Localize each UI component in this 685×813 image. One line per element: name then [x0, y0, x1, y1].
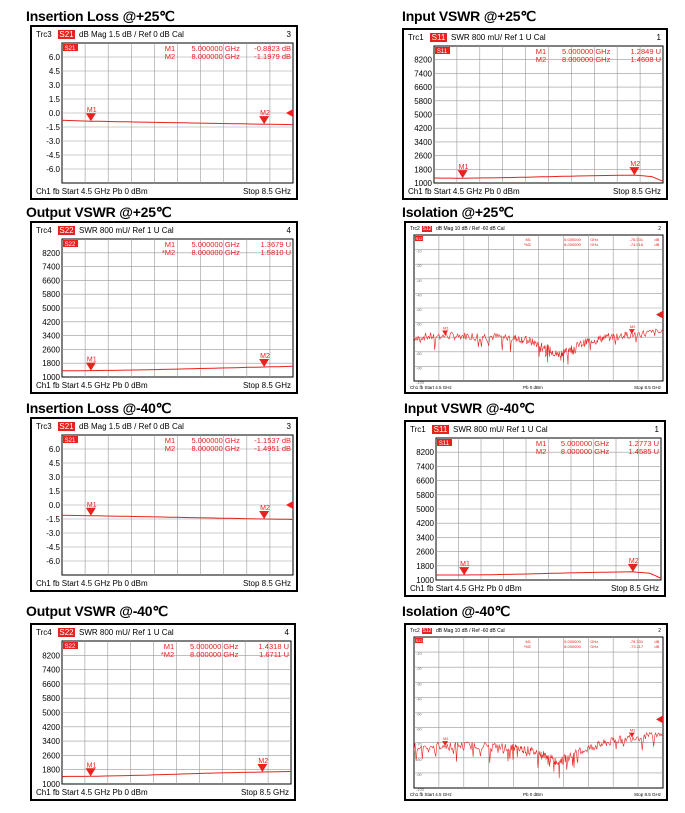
panel-output-vswr-40 [26, 603, 296, 801]
readout-freq: 5.000000 GHz [189, 642, 239, 651]
chart-svg [32, 625, 294, 799]
marker-label: M2 [260, 504, 270, 512]
footer-start: Ch1 fb Start 4.5 GHz Pb 0 dBm [408, 187, 520, 196]
readout-freq: 8.000000 GHz [561, 55, 611, 64]
readout-value: -73.117 [629, 644, 644, 649]
y-tick-label: 7400 [42, 665, 60, 675]
y-tick-label: 3.0 [48, 473, 60, 482]
readout-name: *M2 [161, 248, 176, 257]
readout-name: *M2 [523, 242, 532, 247]
y-tick-label: 1.5 [48, 487, 60, 496]
channel-number: 3 [286, 30, 291, 39]
y-tick-label: -6.0 [46, 165, 60, 174]
y-tick-label: -80 [416, 350, 422, 356]
readout-name: M1 [164, 240, 176, 249]
readout-value: 1.4585 U [628, 447, 659, 456]
readout-name: M1 [525, 639, 532, 644]
readout-value: -79.331 [629, 639, 644, 644]
y-tick-label: 6600 [414, 83, 432, 93]
y-tick-label: 2600 [42, 751, 60, 761]
panel-title: Input VSWR @-40℃ [404, 400, 535, 416]
y-tick-label: 8200 [414, 55, 432, 65]
analyzer-screen [404, 623, 668, 801]
y-tick-label: -10 [416, 248, 422, 254]
footer-power: Pb 0 dBm [523, 385, 543, 390]
y-tick-label: 5000 [416, 505, 434, 514]
marker-label: M1 [86, 356, 97, 364]
y-tick-label: 0.0 [48, 501, 60, 510]
readout-name: *M2 [523, 644, 532, 649]
channel-number: 2 [658, 226, 661, 232]
param-label-plot: S11 [438, 441, 450, 447]
readout-freq: 5.000000 GHz [191, 240, 240, 249]
channel-number: 1 [654, 425, 659, 434]
scale-label: dB Mag 10 dB / Ref -60 dB Cal [436, 628, 505, 634]
panel-insertion-loss-25 [26, 8, 296, 200]
y-tick-label: -3.0 [46, 137, 60, 146]
readout-freq: 5.000000 GHz [561, 47, 611, 56]
y-tick-label: 1000 [42, 780, 60, 789]
y-tick-label: 5800 [42, 290, 60, 300]
readout-name: M2 [164, 444, 176, 453]
footer-stop: Stop 8.5 GHz [610, 584, 659, 593]
y-tick-label: 7400 [42, 262, 60, 272]
readout-name: M1 [535, 47, 547, 56]
y-tick-label: -70 [416, 336, 422, 342]
y-tick-label: -6.0 [46, 557, 60, 566]
panel-title: Isolation @-40℃ [402, 603, 511, 619]
footer-start: Ch1 fb Start 4.5 GHz Pb 0 dBm [36, 381, 148, 390]
analyzer-screen [30, 221, 298, 394]
panel-insertion-loss-40 [26, 400, 296, 592]
channel-number: 3 [286, 422, 291, 431]
readout-vunit: dB [654, 237, 660, 242]
footer-start: Ch1 fb Start 4.5 GHz Pb 0 dBm [36, 788, 148, 797]
marker-label: M2 [629, 727, 636, 733]
marker-label: M2 [260, 352, 270, 360]
analyzer-screen [30, 25, 298, 200]
footer-stop: Stop 8.5 GHz [242, 579, 291, 588]
footer-stop: Stop 8.5 GHz [242, 187, 291, 196]
y-tick-label: 6.0 [48, 53, 60, 62]
readout-freq: 8.000000 GHz [191, 52, 240, 61]
y-tick-label: -60 [416, 321, 422, 327]
param-label-plot: S11 [436, 49, 448, 55]
y-tick-label: 8200 [416, 448, 434, 458]
scale-label: dB Mag 1.5 dB / Ref 0 dB Cal [79, 30, 184, 39]
y-tick-label: 8200 [42, 248, 60, 258]
chart-svg [406, 223, 666, 392]
readout-value: -1.1979 dB [254, 52, 291, 61]
readout-name: M1 [164, 436, 176, 445]
readout-value: 1.3679 U [260, 240, 291, 249]
y-tick-label: 2600 [416, 547, 434, 557]
trace-label: Trc2 [410, 226, 420, 232]
trace-label: Trc3 [36, 422, 52, 431]
marker-label: M1 [86, 501, 97, 509]
y-tick-label: 3.0 [48, 81, 60, 90]
chart-svg [32, 27, 296, 198]
param-label: S22 [59, 226, 74, 235]
y-tick-label: 1800 [416, 561, 434, 571]
param-label-plot: S21 [64, 46, 76, 52]
param-label-plot: S22 [64, 644, 76, 650]
footer-power: Pb 0 dBm [523, 792, 543, 797]
readout-freq: 5.000000 [564, 639, 581, 644]
readout-name: M2 [535, 447, 547, 456]
panel-title: Insertion Loss @-40℃ [26, 400, 172, 416]
readout-name: M2 [535, 55, 547, 64]
footer-start: Ch1 fb Start 4.5 GHz [410, 385, 452, 390]
readout-name: M1 [164, 44, 176, 53]
scale-label: dB Mag 1.5 dB / Ref 0 dB Cal [79, 422, 184, 431]
footer-start: Ch1 fb Start 4.5 GHz Pb 0 dBm [410, 584, 522, 593]
panel-isolation-40 [402, 603, 668, 801]
param-label: S22 [59, 628, 74, 637]
panel-output-vswr-25 [26, 204, 296, 394]
readout-value: -1.1537 dB [254, 436, 291, 445]
footer-stop: Stop 8.5 GHz [240, 788, 289, 797]
scale-label: dB Mag 10 dB / Ref -60 dB Cal [436, 226, 505, 232]
param-label: S12 [422, 226, 432, 232]
marker-label: M2 [629, 324, 636, 330]
y-tick-label: 4200 [414, 124, 432, 134]
y-tick-label: 1000 [42, 373, 60, 382]
y-tick-label: 6.0 [48, 445, 60, 454]
readout-value: -74.516 [629, 242, 644, 247]
readout-name: M1 [535, 439, 547, 448]
y-tick-label: 1800 [42, 359, 60, 369]
readout-freq: 5.000000 GHz [560, 439, 610, 448]
analyzer-screen [30, 417, 298, 592]
marker-label: M1 [86, 762, 97, 770]
y-tick-label: -1.5 [46, 515, 60, 524]
y-tick-label: -40 [416, 292, 422, 298]
y-tick-label: 0.0 [48, 109, 60, 118]
trace-label: Trc1 [408, 33, 424, 42]
scale-label: SWR 800 mU/ Ref 1 U Cal [79, 628, 174, 637]
y-tick-label: -90 [416, 771, 422, 777]
y-tick-label: 5000 [414, 110, 432, 120]
channel-number: 4 [284, 628, 289, 637]
readout-freq: 8.000000 GHz [191, 444, 240, 453]
y-tick-label: 3400 [414, 137, 432, 147]
y-tick-label: -50 [416, 307, 422, 312]
readout-unit: GHz [590, 242, 599, 247]
chart-svg [406, 625, 666, 799]
param-label-plot: S21 [64, 438, 76, 444]
readout-freq: 5.000000 GHz [191, 44, 240, 53]
y-tick-label: -4.5 [46, 151, 60, 160]
param-label-plot: S22 [64, 242, 76, 248]
readout-value: 1.4608 U [630, 55, 661, 64]
param-label: S11 [431, 33, 446, 42]
y-tick-label: 4200 [42, 317, 60, 327]
panel-isolation-25 [402, 204, 668, 394]
trace-label: Trc4 [36, 628, 52, 637]
readout-freq: 8.000000 [564, 644, 581, 649]
y-tick-label: 1.5 [48, 95, 60, 104]
readout-value: 1.5810 U [260, 248, 291, 257]
footer-stop: Stop 8.5 GHz [242, 381, 291, 390]
y-tick-label: 6600 [42, 679, 60, 689]
scale-label: SWR 800 mU/ Ref 1 U Cal [453, 425, 548, 434]
y-tick-label: -20 [416, 263, 422, 269]
chart-svg [404, 30, 666, 198]
readout-freq: 8.000000 GHz [560, 447, 610, 456]
y-tick-label: 3400 [416, 533, 434, 543]
scale-label: SWR 800 mU/ Ref 1 U Cal [451, 33, 546, 42]
panel-title: Insertion Loss @+25℃ [26, 8, 175, 24]
analyzer-screen [404, 420, 666, 597]
y-tick-label: 2600 [42, 345, 60, 355]
y-tick-label: 6600 [42, 276, 60, 286]
y-tick-label: -10 [416, 651, 422, 657]
footer-stop: Stop 8.5 GHz [633, 792, 661, 797]
marker-label: M2 [628, 557, 639, 565]
y-tick-label: 4200 [416, 519, 434, 529]
y-tick-label: -1.5 [46, 123, 60, 132]
readout-value: -1.4951 dB [254, 444, 291, 453]
readout-name: M2 [164, 52, 176, 61]
readout-name: M1 [525, 237, 532, 242]
y-tick-label: -60 [416, 726, 422, 732]
y-tick-label: -30 [416, 277, 422, 283]
param-label-plot: S12 [415, 638, 423, 643]
readout-unit: GHz [590, 639, 599, 644]
param-label-plot: S12 [415, 236, 423, 241]
readout-value: -0.8823 dB [254, 44, 291, 53]
y-tick-label: 4.5 [48, 459, 60, 468]
chart-svg [406, 422, 664, 595]
y-tick-label: -90 [416, 365, 422, 371]
readout-value: -75.531 [629, 237, 644, 242]
readout-name: M1 [163, 642, 175, 651]
y-tick-label: 5800 [414, 96, 432, 106]
analyzer-screen [404, 221, 668, 394]
marker-label: M1 [460, 561, 470, 569]
readout-unit: GHz [590, 237, 599, 242]
readout-freq: 8.000000 [564, 242, 581, 247]
param-label: S12 [422, 628, 432, 634]
y-tick-label: 4200 [42, 722, 60, 732]
y-tick-label: 3400 [42, 737, 60, 747]
marker-label: M1 [443, 736, 449, 742]
y-tick-label: 1000 [416, 576, 434, 585]
trace-label: Trc3 [36, 30, 52, 39]
y-tick-label: -70 [416, 741, 422, 747]
y-tick-label: 4.5 [48, 67, 60, 76]
scale-label: SWR 800 mU/ Ref 1 U Cal [79, 226, 174, 235]
readout-freq: 5.000000 GHz [191, 436, 240, 445]
y-tick-label: 5800 [416, 490, 434, 500]
param-label: S21 [59, 422, 74, 431]
y-tick-label: -20 [416, 666, 422, 672]
readout-value: 1.2773 U [628, 439, 659, 448]
readout-unit: GHz [590, 644, 599, 649]
channel-number: 4 [286, 226, 291, 235]
trace-label: Trc2 [410, 628, 420, 634]
y-tick-label: 2600 [414, 151, 432, 161]
readout-vunit: dB [654, 644, 660, 649]
marker-label: M2 [630, 161, 641, 169]
readout-freq: 8.000000 GHz [191, 248, 240, 257]
channel-number: 2 [658, 628, 661, 634]
y-tick-label: -100 [416, 380, 425, 385]
footer-start: Ch1 fb Start 4.5 GHz Pb 0 dBm [36, 187, 148, 196]
param-label: S11 [433, 425, 448, 434]
panel-title: Output VSWR @+25℃ [26, 204, 172, 220]
y-tick-label: 1800 [42, 765, 60, 775]
y-tick-label: -30 [416, 681, 422, 687]
y-tick-label: -3.0 [46, 529, 60, 538]
y-tick-label: -4.5 [46, 543, 60, 552]
footer-stop: Stop 8.5 GHz [633, 385, 661, 390]
param-label: S21 [59, 30, 74, 39]
readout-freq: 8.000000 GHz [189, 650, 239, 659]
marker-label: M1 [86, 107, 97, 115]
y-tick-label: -80 [416, 756, 422, 762]
y-tick-label: 8200 [42, 651, 60, 661]
y-tick-label: 5000 [42, 708, 60, 718]
y-tick-label: 7400 [416, 462, 434, 472]
panel-input-vswr-40 [404, 400, 668, 597]
footer-start: Ch1 fb Start 4.5 GHz Pb 0 dBm [36, 579, 148, 588]
chart-svg [32, 223, 296, 392]
footer-stop: Stop 8.5 GHz [612, 187, 661, 196]
y-tick-label: 1000 [414, 179, 432, 188]
panel-title: Isolation @+25℃ [402, 204, 514, 220]
readout-vunit: dB [654, 242, 660, 247]
readout-value: 1.2849 U [630, 47, 661, 56]
readout-vunit: dB [654, 639, 660, 644]
trace-label: Trc1 [410, 425, 426, 434]
y-tick-label: 6600 [416, 476, 434, 486]
analyzer-screen [402, 28, 668, 200]
readout-value: 1.4318 U [258, 642, 289, 651]
y-tick-label: -100 [416, 787, 425, 792]
y-tick-label: 5800 [42, 694, 60, 704]
chart-svg [32, 419, 296, 590]
panel-title: Output VSWR @-40℃ [26, 603, 168, 619]
panel-input-vswr-25 [402, 8, 668, 200]
analyzer-screen [30, 623, 296, 801]
readout-freq: 5.000000 [564, 237, 581, 242]
marker-label: M2 [258, 758, 269, 766]
footer-start: Ch1 fb Start 4.5 GHz [410, 792, 452, 797]
readout-value: 1.6711 U [259, 650, 289, 659]
y-tick-label: -50 [416, 711, 422, 717]
y-tick-label: 5000 [42, 304, 60, 313]
panel-title: Input VSWR @+25℃ [402, 8, 536, 24]
trace-label: Trc4 [36, 226, 52, 235]
y-tick-label: 1800 [414, 165, 432, 175]
y-tick-label: -40 [416, 696, 422, 702]
y-tick-label: 7400 [414, 69, 432, 79]
readout-name: *M2 [160, 650, 175, 659]
y-tick-label: 3400 [42, 331, 60, 341]
marker-label: M1 [458, 164, 469, 172]
channel-number: 1 [656, 33, 661, 42]
marker-label: M1 [443, 325, 449, 331]
marker-label: M2 [260, 110, 270, 118]
